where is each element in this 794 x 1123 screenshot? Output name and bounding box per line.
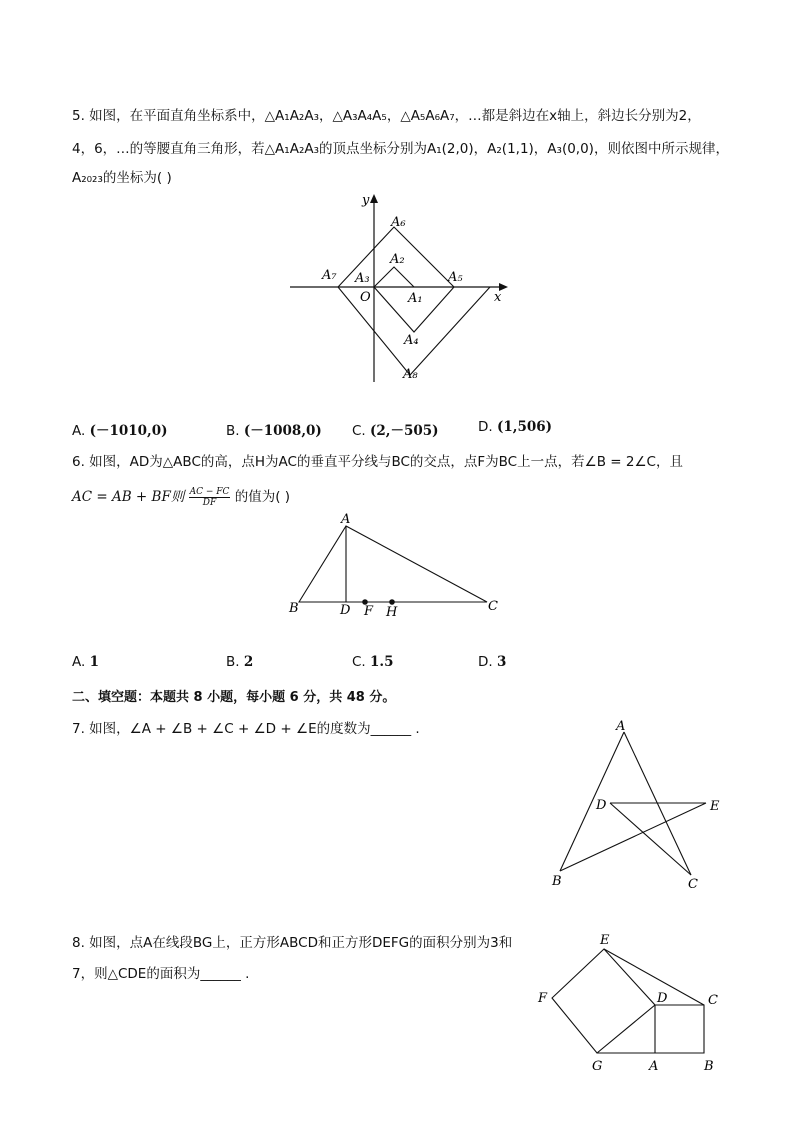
q5-label-A5: A₅ <box>448 270 463 285</box>
q7-text: 7. 如图，∠A + ∠B + ∠C + ∠D + ∠E的度数为______ . <box>72 721 420 737</box>
q8-figure <box>530 928 730 1078</box>
q8-label-D: D <box>657 991 668 1006</box>
q7-label-A: A <box>616 719 626 734</box>
q5-label-y: y <box>362 193 370 208</box>
q6-fraction: $\frac{AC - FC}{DF}$ <box>189 486 230 508</box>
q6-label-F: F <box>364 604 374 619</box>
q6-label-A: A <box>341 512 351 527</box>
q5-label-O: O <box>360 290 371 305</box>
q5-label-A2: A₂ <box>390 252 405 267</box>
q5-label-A7: A₇ <box>322 268 337 283</box>
q7-label-E: E <box>710 799 720 814</box>
q8-label-E: E <box>600 933 610 948</box>
q5-label-A3: A₃ <box>355 271 370 286</box>
q6-option-d: D. 3 <box>478 654 507 670</box>
q6-line-1: 6. 如图，AD为△ABC的高，点H为AC的垂直平分线与BC的交点，点F为BC上一点，若∠B = 2∠C，且 <box>72 454 683 470</box>
q5-option-a: A. (－1010,0) <box>72 423 168 439</box>
q7-label-C: C <box>688 877 698 892</box>
q5-label-A1: A₁ <box>408 291 423 306</box>
q8-label-A: A <box>649 1059 659 1074</box>
q8-line-1: 8. 如图，点A在线段BG上，正方形ABCD和正方形DEFG的面积分别为3和 <box>72 935 513 951</box>
q6-figure <box>284 510 504 622</box>
q5-line-3: A₂₀₂₃的坐标为( ) <box>72 170 172 186</box>
q5-label-x: x <box>494 290 502 305</box>
section-2-heading: 二、填空题：本题共 8 小题，每小题 6 分，共 48 分。 <box>72 690 396 705</box>
q8-label-G: G <box>592 1059 603 1074</box>
q6-option-b: B. 2 <box>226 654 254 670</box>
q6-label-B: B <box>289 601 299 616</box>
q5-line-2: 4，6，…的等腰直角三角形，若△A₁A₂A₃的顶点坐标分别为A₁(2,0)，A₂(1,1)，A₃(0,0)，则依图中所示规律， <box>72 141 729 157</box>
q5-option-c: C. (2,－505) <box>352 423 439 439</box>
q5-option-b: B. (－1008,0) <box>226 423 322 439</box>
q5-label-A6: A₆ <box>391 215 406 230</box>
q8-label-C: C <box>708 993 718 1008</box>
q6-option-a: A. 1 <box>72 654 99 670</box>
q7-label-D: D <box>596 798 607 813</box>
q6-line-2: AC = AB + BF则 $\frac{AC - FC}{DF}$ 的值为( ) <box>72 486 291 508</box>
q6-label-D: D <box>340 603 351 618</box>
q7-figure <box>545 712 735 894</box>
q5-label-A8: A₈ <box>403 367 418 382</box>
q8-label-F: F <box>538 991 548 1006</box>
q6-option-c: C. 1.5 <box>352 654 394 670</box>
q5-figure <box>280 186 520 386</box>
q5-label-A4: A₄ <box>404 333 419 348</box>
q8-line-2: 7，则△CDE的面积为______ . <box>72 966 250 982</box>
q6-label-H: H <box>386 605 398 620</box>
q7-label-B: B <box>552 874 562 889</box>
q5-line-1: 5. 如图，在平面直角坐标系中，△A₁A₂A₃，△A₃A₄A₅，△A₅A₆A₇，…都是斜边在x轴上，斜边长分别为2， <box>72 108 701 124</box>
q5-option-d: D. (1,506) <box>478 419 553 435</box>
q6-label-C: C <box>488 599 498 614</box>
q8-label-B: B <box>704 1059 714 1074</box>
